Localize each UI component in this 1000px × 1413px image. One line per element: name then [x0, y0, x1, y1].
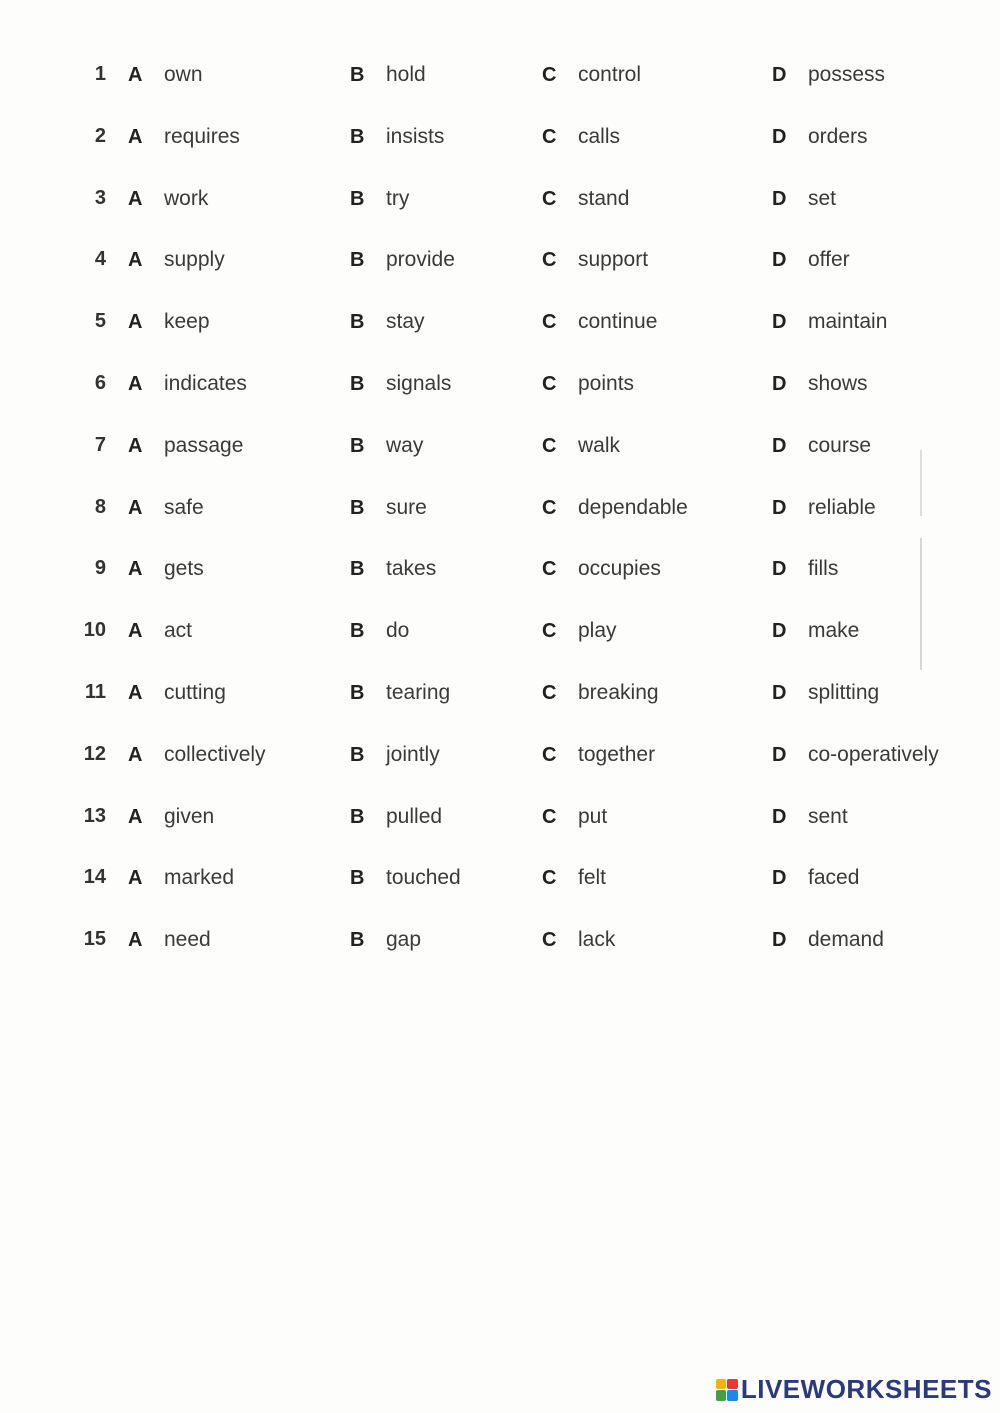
option-letter: B [350, 743, 365, 766]
option-word: points [578, 371, 635, 395]
option-c[interactable] [542, 805, 607, 829]
option-letter: C [542, 496, 557, 519]
option-word: gap [386, 928, 422, 952]
option-word: stand [578, 186, 630, 210]
option-c[interactable] [542, 928, 615, 952]
option-word: cutting [164, 680, 226, 704]
option-word: own [164, 63, 203, 86]
option-letter: A [128, 64, 143, 86]
option-word: gets [164, 557, 204, 581]
logo-square-4 [727, 1390, 738, 1401]
option-c[interactable] [542, 681, 659, 705]
option-word: put [578, 804, 608, 828]
option-d[interactable] [772, 63, 885, 87]
option-b[interactable] [350, 619, 409, 643]
option-a[interactable] [128, 63, 203, 87]
option-word: lack [578, 928, 616, 952]
option-a[interactable] [128, 496, 204, 520]
option-word: marked [164, 866, 235, 890]
option-b[interactable] [350, 743, 440, 767]
option-word: control [578, 63, 642, 86]
option-b[interactable] [350, 681, 450, 705]
option-word: continue [578, 310, 658, 334]
question-number: 8 [94, 495, 106, 518]
option-letter: A [128, 805, 143, 828]
option-a[interactable] [128, 372, 247, 396]
option-word: try [386, 186, 410, 210]
option-letter: D [772, 681, 787, 704]
question-row [60, 797, 980, 859]
option-d[interactable] [772, 681, 879, 705]
question-number: 7 [94, 433, 106, 456]
option-word: work [164, 186, 209, 210]
option-word: stay [386, 310, 425, 334]
option-d[interactable] [772, 187, 836, 211]
option-word: set [808, 186, 837, 210]
option-word: support [578, 248, 649, 272]
option-letter: D [772, 249, 787, 272]
option-word: occupies [578, 557, 661, 581]
question-number: 9 [94, 557, 106, 580]
option-word: need [164, 928, 211, 952]
option-d[interactable] [772, 248, 850, 272]
option-a[interactable] [128, 928, 211, 952]
option-letter: B [350, 929, 365, 952]
option-letter: A [128, 867, 143, 890]
option-word: offer [808, 248, 850, 272]
option-b[interactable] [350, 125, 444, 149]
option-word: play [578, 619, 617, 643]
option-word: fills [808, 557, 839, 581]
option-word: sure [386, 495, 427, 519]
option-word: demand [808, 928, 884, 952]
question-row [60, 302, 980, 364]
option-letter: D [772, 372, 787, 395]
option-d[interactable] [772, 557, 838, 581]
option-word: faced [808, 866, 860, 890]
option-word: orders [808, 124, 868, 148]
option-word: takes [386, 557, 437, 581]
option-letter: B [350, 249, 365, 272]
question-row [60, 240, 980, 302]
option-a[interactable] [128, 125, 240, 149]
option-letter: C [542, 929, 557, 952]
option-d[interactable] [772, 434, 871, 458]
option-word: tearing [386, 680, 451, 704]
option-letter: D [772, 187, 787, 210]
option-word: calls [578, 124, 621, 148]
option-letter: B [350, 187, 365, 210]
option-word: sent [808, 804, 848, 828]
option-word: walk [578, 433, 621, 457]
option-letter: B [350, 558, 365, 581]
option-b[interactable] [350, 805, 442, 829]
option-letter: B [350, 311, 365, 334]
option-word: indicates [164, 371, 247, 395]
question-number: 12 [83, 742, 106, 765]
option-word: maintain [808, 310, 888, 334]
option-c[interactable] [542, 248, 648, 272]
option-letter: B [350, 805, 365, 828]
question-number: 6 [94, 371, 106, 394]
option-letter: C [542, 867, 557, 890]
option-word: safe [164, 495, 204, 519]
option-c[interactable] [542, 125, 620, 149]
option-letter: A [128, 125, 143, 148]
question-number: 14 [83, 866, 106, 889]
option-letter: C [542, 311, 557, 334]
question-row [60, 488, 980, 550]
option-a[interactable] [128, 866, 234, 890]
question-row [60, 858, 980, 920]
option-letter: B [350, 867, 365, 890]
option-letter: A [128, 558, 143, 581]
option-letter: D [772, 311, 787, 334]
option-word: course [808, 433, 872, 457]
option-c[interactable] [542, 619, 617, 643]
option-letter: C [542, 743, 557, 766]
question-row [60, 920, 980, 982]
question-number: 15 [83, 928, 106, 951]
option-letter: C [542, 249, 557, 272]
option-a[interactable] [128, 619, 192, 643]
option-word: do [386, 619, 410, 643]
option-letter: D [772, 743, 787, 766]
option-word: keep [164, 310, 210, 334]
logo-square-3 [716, 1390, 727, 1401]
option-a[interactable] [128, 248, 225, 272]
option-letter: C [542, 187, 557, 210]
option-letter: D [772, 434, 787, 457]
option-word: act [164, 619, 193, 643]
option-c[interactable] [542, 743, 655, 767]
option-word: provide [386, 248, 455, 272]
option-b[interactable] [350, 187, 409, 211]
question-row [60, 426, 980, 488]
option-c[interactable] [542, 557, 661, 581]
option-letter: C [542, 681, 557, 704]
question-number: 3 [94, 186, 106, 209]
option-d[interactable] [772, 928, 884, 952]
option-word: breaking [578, 680, 659, 704]
question-row [60, 735, 980, 797]
question-list [60, 55, 980, 982]
option-letter: A [128, 249, 143, 272]
option-d[interactable] [772, 496, 876, 520]
option-b[interactable] [350, 928, 421, 952]
option-d[interactable] [772, 743, 939, 767]
option-b[interactable] [350, 248, 455, 272]
option-b[interactable] [350, 496, 427, 520]
option-word: signals [386, 371, 452, 395]
option-letter: C [542, 620, 557, 643]
liveworksheets-logo [716, 1374, 992, 1405]
option-letter: A [128, 620, 143, 643]
option-letter: D [772, 64, 787, 86]
option-c[interactable] [542, 434, 620, 458]
option-word: passage [164, 433, 244, 457]
question-number: 13 [83, 804, 106, 827]
question-number: 10 [83, 619, 106, 642]
option-word: insists [386, 124, 445, 148]
option-letter: B [350, 434, 365, 457]
option-letter: C [542, 805, 557, 828]
question-number: 5 [94, 310, 106, 333]
question-number: 2 [94, 124, 106, 147]
option-letter: B [350, 496, 365, 519]
option-word: pulled [386, 804, 443, 828]
option-b[interactable] [350, 310, 425, 334]
option-letter: D [772, 929, 787, 952]
option-b[interactable] [350, 372, 451, 396]
option-letter: C [542, 558, 557, 581]
option-b[interactable] [350, 557, 436, 581]
option-b[interactable] [350, 63, 426, 87]
option-word: make [808, 619, 860, 643]
scan-artifact-line [920, 450, 922, 670]
option-letter: A [128, 681, 143, 704]
option-letter: A [128, 929, 143, 952]
question-row [60, 117, 980, 179]
option-c[interactable] [542, 187, 629, 211]
option-letter: B [350, 620, 365, 643]
option-d[interactable] [772, 866, 859, 890]
question-row [60, 611, 980, 673]
question-row [60, 55, 980, 117]
option-letter: B [350, 681, 365, 704]
option-d[interactable] [772, 372, 868, 396]
option-letter: C [542, 434, 557, 457]
option-c[interactable] [542, 310, 657, 334]
option-word: shows [808, 371, 868, 395]
option-d[interactable] [772, 619, 859, 643]
option-letter: D [772, 125, 787, 148]
option-word: collectively [164, 742, 266, 766]
option-a[interactable] [128, 743, 266, 767]
option-letter: A [128, 372, 143, 395]
option-letter: A [128, 434, 143, 457]
option-c[interactable] [542, 496, 688, 520]
option-word: together [578, 742, 656, 766]
question-row [60, 549, 980, 611]
question-row [60, 673, 980, 735]
option-letter: A [128, 187, 143, 210]
option-a[interactable] [128, 187, 208, 211]
option-letter: A [128, 743, 143, 766]
option-letter: D [772, 620, 787, 643]
question-number: 11 [84, 680, 106, 703]
option-d[interactable] [772, 125, 868, 149]
option-d[interactable] [772, 805, 848, 829]
question-row [60, 179, 980, 241]
logo-text: LIVEWORKSHEETS [740, 1374, 992, 1404]
option-a[interactable] [128, 557, 204, 581]
option-c[interactable] [542, 866, 606, 890]
question-row [60, 364, 980, 426]
option-a[interactable] [128, 310, 210, 334]
logo-square-2 [727, 1379, 738, 1390]
option-word: requires [164, 124, 240, 148]
option-letter: A [128, 311, 143, 334]
option-word: touched [386, 866, 461, 890]
option-letter: D [772, 558, 787, 581]
option-letter: C [542, 64, 557, 86]
option-a[interactable] [128, 805, 214, 829]
option-letter: D [772, 867, 787, 890]
option-letter: A [128, 496, 143, 519]
option-letter: C [542, 372, 557, 395]
option-b[interactable] [350, 434, 423, 458]
option-word: supply [164, 248, 225, 272]
option-letter: D [772, 805, 787, 828]
option-word: felt [578, 866, 607, 890]
option-word: possess [808, 63, 886, 86]
option-d[interactable] [772, 310, 887, 334]
option-b[interactable] [350, 866, 461, 890]
liveworksheets-logo-icon [716, 1379, 738, 1401]
option-c[interactable] [542, 372, 634, 396]
logo-square-1 [716, 1379, 727, 1390]
option-letter: C [542, 125, 557, 148]
option-letter: B [350, 64, 365, 86]
option-c[interactable] [542, 63, 641, 87]
question-number: 1 [94, 63, 106, 85]
option-letter: D [772, 496, 787, 519]
option-a[interactable] [128, 434, 243, 458]
option-letter: B [350, 125, 365, 148]
option-word: reliable [808, 495, 876, 519]
option-word: dependable [578, 495, 688, 519]
option-letter: B [350, 372, 365, 395]
option-word: co-operatively [808, 742, 939, 766]
option-word: given [164, 804, 215, 828]
option-a[interactable] [128, 681, 226, 705]
option-word: way [386, 433, 424, 457]
option-word: splitting [808, 680, 880, 704]
question-number: 4 [94, 248, 106, 271]
option-word: hold [386, 63, 426, 86]
option-word: jointly [386, 742, 440, 766]
